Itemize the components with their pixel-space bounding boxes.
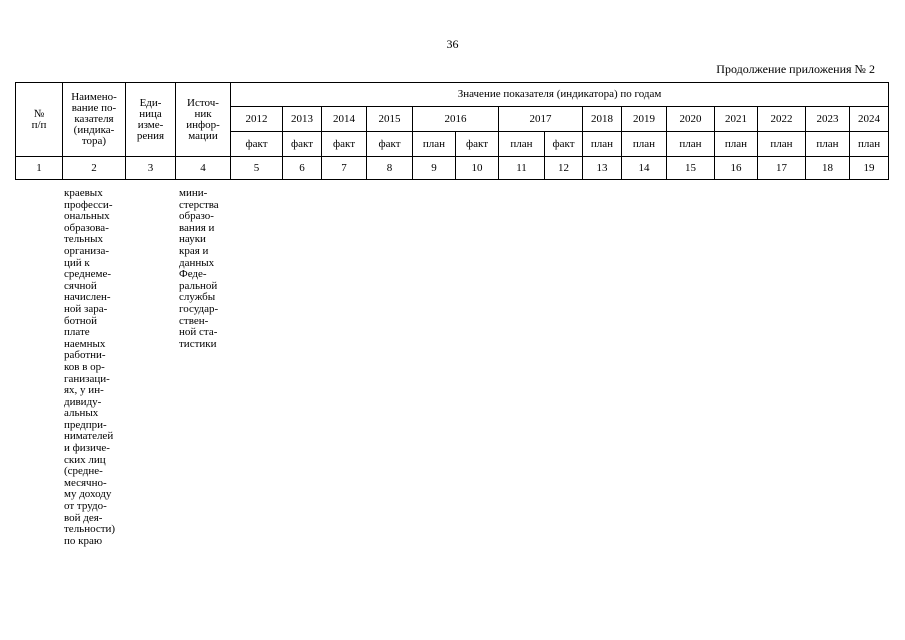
- column-number-cell: 11: [499, 157, 545, 180]
- subheader-cell: план: [758, 132, 806, 157]
- year-cell: 2017: [499, 107, 583, 132]
- column-number-cell: 12: [545, 157, 583, 180]
- column-number-cell: 4: [176, 157, 231, 180]
- subheader-cell: план: [622, 132, 667, 157]
- year-cell: 2018: [583, 107, 622, 132]
- column-number-cell: 8: [367, 157, 413, 180]
- subheader-cell: факт: [456, 132, 499, 157]
- column-number-cell: 19: [850, 157, 889, 180]
- column-number-cell: 18: [806, 157, 850, 180]
- subheader-cell: факт: [322, 132, 367, 157]
- subheader-cell: факт: [545, 132, 583, 157]
- subheader-cell: факт: [231, 132, 283, 157]
- header-col-name: Наимено- вание по- казателя (индика- тора): [63, 83, 126, 157]
- subheader-cell: план: [413, 132, 456, 157]
- column-number-cell: 14: [622, 157, 667, 180]
- column-number-cell: 10: [456, 157, 499, 180]
- column-number-cell: 7: [322, 157, 367, 180]
- subheader-cell: план: [715, 132, 758, 157]
- year-cell: 2020: [667, 107, 715, 132]
- subheader-cell: план: [850, 132, 889, 157]
- column-number-cell: 15: [667, 157, 715, 180]
- subheader-cell: план: [499, 132, 545, 157]
- year-cell: 2021: [715, 107, 758, 132]
- year-cell: 2024: [850, 107, 889, 132]
- column-number-cell: 17: [758, 157, 806, 180]
- subheader-cell: факт: [283, 132, 322, 157]
- column-number-cell: 13: [583, 157, 622, 180]
- year-cell: 2012: [231, 107, 283, 132]
- subheader-cell: план: [667, 132, 715, 157]
- indicator-name-continuation: краевых професси- ональных образова- тельных организа- ций к среднеме- сячной начислен- ной зара- ботной плате наемных работни- ков в ор- ганизаци- ях, у ин- дивиду- альных предпри- нимателей и физиче- ских лиц (средне- месячно- му доходу от трудо- вой дея- тельности) по краю: [64, 187, 116, 547]
- year-cell: 2022: [758, 107, 806, 132]
- page-number: 36: [446, 37, 459, 51]
- header-col-unit: Еди- ница изме- рения: [126, 83, 176, 157]
- year-cell: 2013: [283, 107, 322, 132]
- column-number-cell: 9: [413, 157, 456, 180]
- header-values-group: Значение показателя (индикатора) по годам: [231, 83, 889, 107]
- year-cell: 2015: [367, 107, 413, 132]
- column-number-cell: 16: [715, 157, 758, 180]
- year-cell: 2016: [413, 107, 499, 132]
- header-col-number: № п/п: [16, 83, 63, 157]
- continuation-label: Продолжение приложения № 2: [716, 62, 875, 76]
- column-number-cell: 1: [16, 157, 63, 180]
- indicator-table: [15, 82, 889, 180]
- year-cell: 2023: [806, 107, 850, 132]
- column-number-cell: 3: [126, 157, 176, 180]
- column-number-cell: 2: [63, 157, 126, 180]
- subheader-cell: план: [583, 132, 622, 157]
- column-number-cell: 6: [283, 157, 322, 180]
- year-cell: 2014: [322, 107, 367, 132]
- subheader-cell: факт: [367, 132, 413, 157]
- information-source-continuation: мини- стерства образо- вания и науки края и данных Феде- ральной службы государ- ствен- ной ста- тистики: [179, 187, 219, 350]
- column-number-cell: 5: [231, 157, 283, 180]
- year-cell: 2019: [622, 107, 667, 132]
- subheader-cell: план: [806, 132, 850, 157]
- header-col-source: Источ- ник инфор- мации: [176, 83, 231, 157]
